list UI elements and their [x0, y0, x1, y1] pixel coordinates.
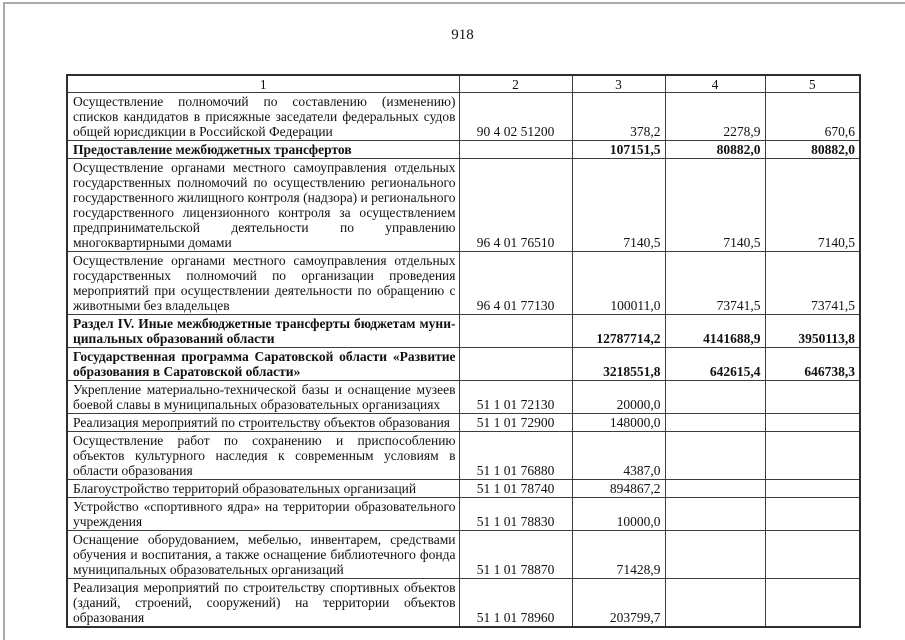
row-value-col3: 894867,2 — [572, 480, 665, 498]
row-value-col3: 10000,0 — [572, 498, 665, 531]
row-value-col3: 203799,7 — [572, 579, 665, 628]
row-value-col4: 2278,9 — [665, 93, 765, 141]
row-value-col4 — [665, 381, 765, 414]
row-description: Государственная программа Саратовской области «Развитие образования в Саратовской области» — [67, 348, 459, 381]
row-value-col5 — [765, 480, 860, 498]
row-code: 51 1 01 78740 — [459, 480, 572, 498]
row-description: Осуществление полномочий по составлению (изменению) списков кандидатов в присяжные заседатели федеральных судов общей юрисдикции в Российской Федерации — [67, 93, 459, 141]
row-description: Укрепление материально-технической базы и оснащение музеев боевой славы в муниципальных образовательных организациях — [67, 381, 459, 414]
row-description: Реализация мероприятий по строительству объектов образования — [67, 414, 459, 432]
table-row — [67, 498, 860, 531]
row-code: 96 4 01 76510 — [459, 159, 572, 252]
row-value-col3: 107151,5 — [572, 141, 665, 159]
row-code — [459, 348, 572, 381]
row-code: 90 4 02 51200 — [459, 93, 572, 141]
row-value-col5 — [765, 531, 860, 579]
row-description: Благоустройство территорий образовательных организаций — [67, 480, 459, 498]
row-description: Оснащение оборудованием, мебелью, инвентарем, средствами обучения и воспитания, а также оснащение библиотечного фонда муниципальных образовательных организаций — [67, 531, 459, 579]
row-description: Осуществление органами местного самоуправления отдельных государственных полномочий по осуществлению регионального государственного жилищного контроля (надзора) и регионального государственного лицензионного контроля за осуществлением предпринимательской деятельности по управлению многоквартирными домами — [67, 159, 459, 252]
table-row — [67, 432, 860, 480]
scan-edge-left — [3, 2, 5, 640]
table-header-row — [67, 75, 860, 93]
row-value-col5: 7140,5 — [765, 159, 860, 252]
row-value-col3: 71428,9 — [572, 531, 665, 579]
page-number: 918 — [451, 27, 474, 43]
row-value-col5 — [765, 498, 860, 531]
row-code — [459, 141, 572, 159]
row-value-col4: 73741,5 — [665, 252, 765, 315]
column-header-1: 1 — [67, 75, 459, 93]
row-description: Осуществление работ по сохранению и приспособлению объектов культурного наследия к современным условиям в области образования — [67, 432, 459, 480]
row-value-col5 — [765, 381, 860, 414]
row-value-col3: 12787714,2 — [572, 315, 665, 348]
column-header-3: 3 — [572, 75, 665, 93]
column-header-5: 5 — [765, 75, 860, 93]
row-value-col5: 670,6 — [765, 93, 860, 141]
row-value-col5: 646738,3 — [765, 348, 860, 381]
budget-table — [66, 74, 861, 628]
table-row-section — [67, 315, 860, 348]
row-code: 51 1 01 78870 — [459, 531, 572, 579]
table-row — [67, 159, 860, 252]
row-description: Предоставление межбюджетных трансфертов — [67, 141, 459, 159]
row-value-col3: 20000,0 — [572, 381, 665, 414]
scan-edge-top — [3, 2, 905, 4]
row-value-col4: 80882,0 — [665, 141, 765, 159]
table-row — [67, 531, 860, 579]
table-row — [67, 414, 860, 432]
row-value-col4 — [665, 531, 765, 579]
table-row — [67, 579, 860, 628]
row-description: Раздел IV. Иные межбюджетные трансферты бюджетам муниципальных образований области — [67, 315, 459, 348]
table-row — [67, 93, 860, 141]
table-row — [67, 480, 860, 498]
row-value-col4: 642615,4 — [665, 348, 765, 381]
row-code: 51 1 01 76880 — [459, 432, 572, 480]
row-value-col4 — [665, 498, 765, 531]
row-value-col5: 3950113,8 — [765, 315, 860, 348]
row-value-col3: 3218551,8 — [572, 348, 665, 381]
row-code: 51 1 01 72130 — [459, 381, 572, 414]
row-value-col4 — [665, 480, 765, 498]
column-header-4: 4 — [665, 75, 765, 93]
row-value-col3: 148000,0 — [572, 414, 665, 432]
row-code: 51 1 01 72900 — [459, 414, 572, 432]
row-value-col3: 7140,5 — [572, 159, 665, 252]
row-value-col3: 4387,0 — [572, 432, 665, 480]
row-value-col4: 4141688,9 — [665, 315, 765, 348]
table-row-section — [67, 141, 860, 159]
row-value-col3: 378,2 — [572, 93, 665, 141]
row-code: 51 1 01 78830 — [459, 498, 572, 531]
row-value-col4: 7140,5 — [665, 159, 765, 252]
table-row-section — [67, 348, 860, 381]
table-row — [67, 252, 860, 315]
row-value-col4 — [665, 432, 765, 480]
table-row — [67, 381, 860, 414]
row-value-col5: 80882,0 — [765, 141, 860, 159]
column-header-2: 2 — [459, 75, 572, 93]
row-value-col5 — [765, 579, 860, 628]
row-value-col4 — [665, 579, 765, 628]
row-value-col4 — [665, 414, 765, 432]
row-code: 96 4 01 77130 — [459, 252, 572, 315]
row-description: Реализация мероприятий по строительству спортивных объектов (зданий, строений, сооружений) на территории объектов образования — [67, 579, 459, 628]
row-description: Устройство «спортивного ядра» на территории образовательного учреждения — [67, 498, 459, 531]
row-code: 51 1 01 78960 — [459, 579, 572, 628]
row-value-col3: 100011,0 — [572, 252, 665, 315]
row-value-col5 — [765, 414, 860, 432]
row-code — [459, 315, 572, 348]
row-description: Осуществление органами местного самоуправления отдельных государственных полномочий по организации проведения мероприятий при осуществлении деятельности по обращению с животными без владельцев — [67, 252, 459, 315]
row-value-col5: 73741,5 — [765, 252, 860, 315]
row-value-col5 — [765, 432, 860, 480]
